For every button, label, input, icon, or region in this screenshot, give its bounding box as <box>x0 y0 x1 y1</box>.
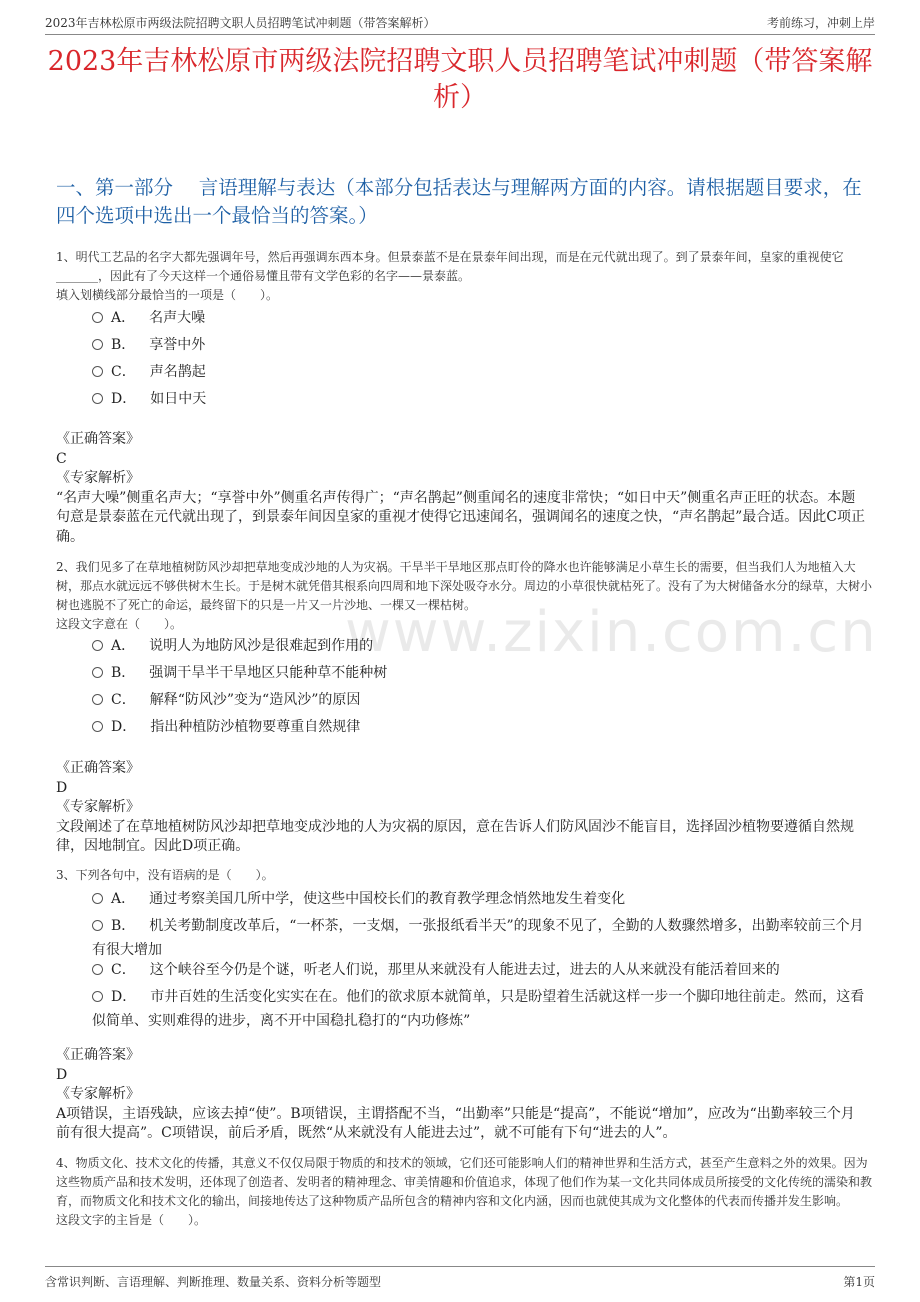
section-heading: 一、第一部分 言语理解与表达（本部分包括表达与理解两方面的内容。请根据题目要求，在四个选项中选出一个最恰当的答案。） <box>56 176 862 227</box>
question-3-option-b[interactable]: B． 机关考勤制度改革后，“一杯茶，一支烟，一张报纸看半天”的现象不见了，全勤的人数骤然增多，出勤率较前三个月有很大增加 <box>92 918 864 958</box>
radio-icon[interactable] <box>92 393 103 404</box>
radio-icon[interactable] <box>92 920 103 931</box>
question-2-option-b[interactable]: B． 强调干旱半干旱地区只能种草不能种树 <box>92 661 872 685</box>
question-3-answer-block <box>56 1046 868 1144</box>
analysis-label: 《专家解析》 <box>56 470 140 486</box>
answer-label: 《正确答案》 <box>56 1047 140 1063</box>
question-1-prompt: 填入划横线部分最恰当的一项是（ ）。 <box>56 288 279 302</box>
question-4-stem: 4、物质文化、技术文化的传播，其意义不仅仅局限于物质的和技术的领域，它们还可能影响人们的精神世界和生活方式，甚至产生意料之外的效果。因为这些物质产品和技术发明，还体现了创造者、发明者的精神理念、审美情趣和价值追求，体现了他们作为某一文化共同体成员所接受的文化传统的濡染和教育，而物质文化和技术文化的输出，间接地传达了这种物质产品所包含的精神内容和文化内涵，因而也就使其成为文化整体的代表而传播并发生影响。 <box>56 1156 873 1208</box>
question-1-option-a[interactable]: A． 名声大噪 <box>92 306 872 330</box>
question-1 <box>56 248 872 305</box>
question-1-option-c[interactable]: C． 声名鹊起 <box>92 360 872 384</box>
analysis-label: 《专家解析》 <box>56 799 140 815</box>
analysis-label: 《专家解析》 <box>56 1086 140 1102</box>
question-2-option-d[interactable]: D． 指出种植防沙植物要尊重自然规律 <box>92 715 872 739</box>
answer-value: C <box>56 450 67 467</box>
question-3-option-c[interactable]: C． 这个峡谷至今仍是个谜，听老人们说，那里从来就没有人能进去过，进去的人从来就没有能活着回来的 <box>92 958 872 982</box>
answer-label: 《正确答案》 <box>56 431 140 447</box>
answer-value: D <box>56 779 68 796</box>
header-document-title: 2023年吉林松原市两级法院招聘文职人员招聘笔试冲刺题（带答案解析） <box>45 16 436 30</box>
radio-icon[interactable] <box>92 893 103 904</box>
analysis-text: 文段阐述了在草地植树防风沙却把草地变成沙地的人为灾祸的原因，意在告诉人们防风固沙不能盲目，选择固沙植物要遵循自然规律，因地制宜。因此D项正确。 <box>56 818 854 854</box>
question-3-stem: 3、下列各句中，没有语病的是（ ）。 <box>56 868 274 882</box>
radio-icon[interactable] <box>92 640 103 651</box>
radio-icon[interactable] <box>92 339 103 350</box>
question-2-prompt: 这段文字意在（ ）。 <box>56 617 183 631</box>
radio-icon[interactable] <box>92 721 103 732</box>
question-4-prompt: 这段文字的主旨是（ ）。 <box>56 1213 207 1227</box>
question-3-option-d[interactable]: D． 市井百姓的生活变化实实在在。他们的欲求原本就简单，只是盼望着生活就这样一步一个脚印地往前走。然而，这看似简单、实则难得的进步，离不开中国稳扎稳打的“内功修炼” <box>92 989 865 1029</box>
question-2-option-a[interactable]: A． 说明人为地防风沙是很难起到作用的 <box>92 634 872 658</box>
question-2 <box>56 558 872 634</box>
radio-icon[interactable] <box>92 667 103 678</box>
page-number: 第1页 <box>843 1275 875 1289</box>
question-2-stem: 2、我们见多了在草地植树防风沙却把草地变成沙地的人为灾祸。干旱半干旱地区那点盯伶的降水也许能够满足小草生长的需要，但当我们人为地植入大树，那点水就远远不够供树木生长。于是树木就凭借其根系向四周和地下深处吸夺水分。周边的小草很快就枯死了。没有了为大树储备水分的绿草，大树小树也逃脱不了死亡的命运，最终留下的只是一片又一片沙地、一棵又一棵枯树。 <box>56 560 873 612</box>
question-4 <box>56 1154 872 1230</box>
analysis-text: “名声大噪”侧重名声大；“享誉中外”侧重名声传得广；“声名鹊起”侧重闻名的速度非常快；“如日中天”侧重名声正旺的状态。本题句意是景泰蓝在元代就出现了，到景泰年间因皇家的重视才使得它迅速闻名，强调闻名的速度之快，“声名鹊起”最合适。因此C项正确。 <box>56 489 866 545</box>
radio-icon[interactable] <box>92 694 103 705</box>
question-1-option-d[interactable]: D． 如日中天 <box>92 387 872 411</box>
radio-icon[interactable] <box>92 366 103 377</box>
question-2-option-c[interactable]: C． 解释“防风沙”变为“造风沙”的原因 <box>92 688 872 712</box>
radio-icon[interactable] <box>92 312 103 323</box>
header-slogan: 考前练习，冲刺上岸 <box>766 16 875 30</box>
analysis-text: A项错误，主语残缺，应该去掉“使”。B项错误，主谓搭配不当，“出勤率”只能是“提高”，不能说“增加”，应改为“出勤率较三个月前有很大提高”。C项错误，前后矛盾，既然“从来就没有人能进去过”，就不可能有下句“进去的人”。 <box>56 1105 855 1141</box>
document-title: 2023年吉林松原市两级法院招聘文职人员招聘笔试冲刺题（带答案解析） <box>47 46 873 113</box>
question-3 <box>56 866 872 885</box>
watermark: www.zixin.com.cn <box>345 600 878 665</box>
radio-icon[interactable] <box>92 964 103 975</box>
answer-value: D <box>56 1066 68 1083</box>
radio-icon[interactable] <box>92 991 103 1002</box>
page-header <box>45 10 875 35</box>
answer-label: 《正确答案》 <box>56 760 140 776</box>
question-3-option-a[interactable]: A． 通过考察美国几所中学，使这些中国校长们的教育教学理念悄然地发生着变化 <box>92 887 872 911</box>
footer-topics: 含常识判断、言语理解、判断推理、数量关系、资料分析等题型 <box>45 1275 382 1289</box>
page-footer <box>45 1266 875 1293</box>
question-1-answer-block <box>56 430 868 547</box>
question-1-stem: 1、明代工艺品的名字大都先强调年号，然后再强调东西本身。但景泰蓝不是在景泰年间出现，而是在元代就出现了。到了景泰年间，皇家的重视使它_______，因此有了今天这样一个通俗易懂且带有文学色彩的名字——景泰蓝。 <box>56 250 844 283</box>
question-2-answer-block <box>56 759 868 857</box>
question-1-option-b[interactable]: B． 享誉中外 <box>92 333 872 357</box>
